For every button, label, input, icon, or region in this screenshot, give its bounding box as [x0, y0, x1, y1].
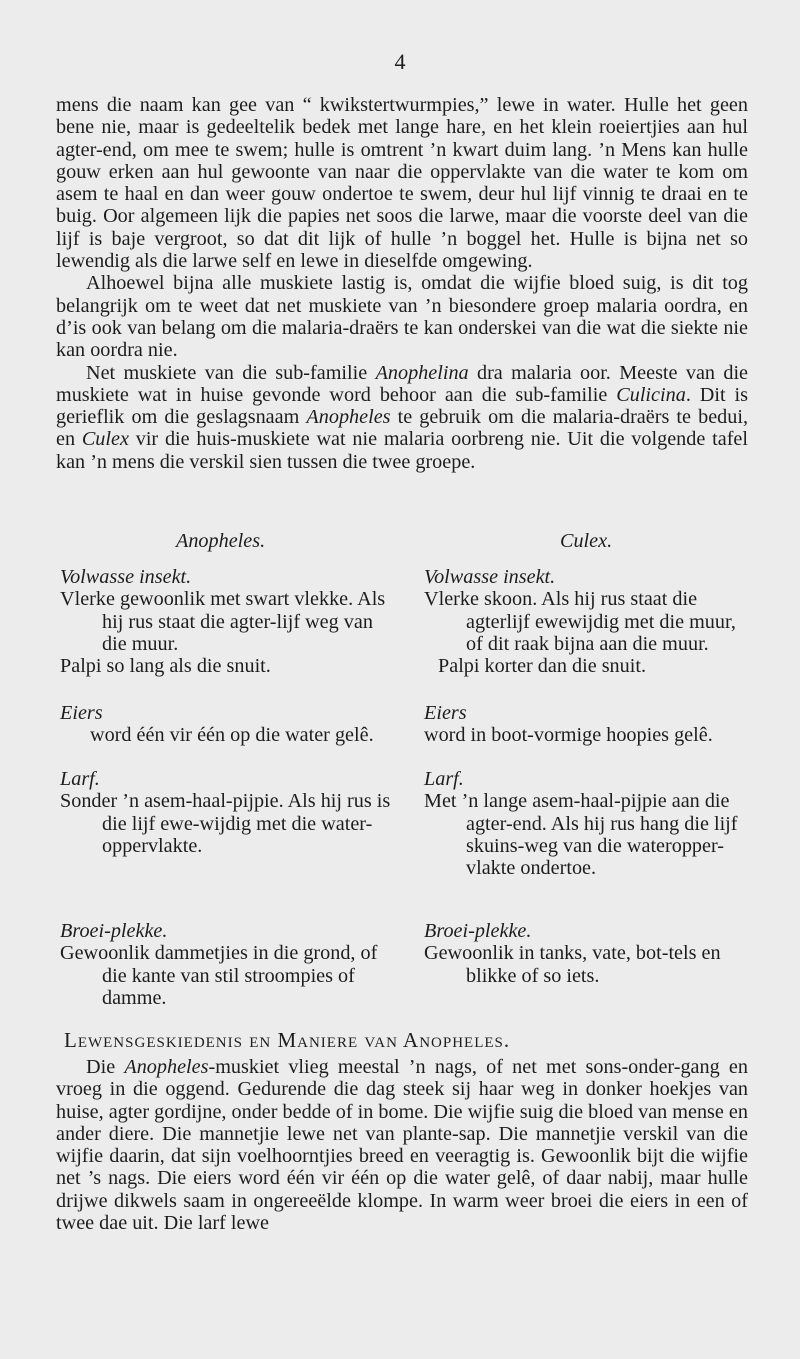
genus-text-1: Net muskiete van die sub-familie	[86, 361, 376, 384]
section-title: Larf.	[60, 768, 100, 790]
section-text: Vlerke gewoonlik met swart vlekke. Als hij rus staat die agter-lijf weg van die muur.	[60, 588, 386, 655]
life-history-text	[56, 1056, 748, 1234]
genus-culex: Culex	[81, 428, 129, 451]
genus-anopheles: Anopheles	[306, 406, 391, 429]
culex-eggs-section	[424, 702, 756, 747]
intro-paragraph-1: mens die naam kan gee van “ kwikstertwurmpies,” lewe in water. Hulle het geen bene nie, maar is gedeeltelik bedek met lange hare, en het klein roeiertjies aan hul agter-end, om mee te swem; hulle is omtrent ’n kwart duim lang. ’n Mens kan hulle gouw erken aan hul gewoonte van naar die oppervlakte van die water te kom om asem te haal en dan weer gouw ondertoe te swem, deur hul lijf vinnig te draai en te buig. Oor algemeen lijk die papies net soos die larwe, maar die voorste deel van die lijf is baje vergroot, so dat dit lijk of hulle ’n boggel het. Hulle is bijna net so lewendig als die larwe self en lewe in dieselfde omgewing.	[56, 94, 748, 273]
culex-column	[424, 566, 756, 1006]
section-text: Gewoonlik dammetjies in die grond, of die kante van stil stroompies of damme.	[60, 942, 378, 1009]
section-text: word in boot-vormige hoopies gelê.	[424, 724, 713, 747]
section-title: Volwasse insekt.	[60, 566, 192, 588]
genus-text-5: vir die huis-muskiete wat nie malaria oorbreng nie. Uit die volgende tafel kan ’n mens die verskil sien tussen die twee groepe.	[56, 428, 748, 473]
life-history-body: -muskiet vlieg meestal ’n nags, of net met sons-onder-gang en vroeg in die oggend. Gedurende die dag steek sij haar weg in donker hoekjes van huise, agter gordijne, onder bedde of in bome. Die wijfie suig die bloed van mense en ander diere. Die mannetjie lewe net van plante-sap. Die mannetjie verskil van die wijfie daarin, dat sijn voelhoorntjies breed en veeragtig is. Gewoonlik bijt die wijfie net ’s nags. Die eiers word één vir één op die water gelê, of daar nabij, maar hulle drijwe dikwels saam in ongereeëlde klompe. In warm weer broei die eiers in een of twee dae uit. Die larf lewe	[56, 1056, 748, 1235]
anopheles-column	[60, 566, 400, 1009]
page-number: 4	[394, 49, 406, 74]
genus-paragraph	[56, 362, 748, 473]
anopheles-larva-section	[60, 768, 400, 857]
genus-culicina: Culicina	[616, 383, 686, 406]
genus-text-2: dra malaria oor. Meeste van die muskiete wat in huise gevonde word behoor aan die sub-familie	[56, 361, 749, 406]
genus-text-4: te gebruik om die malaria-draërs te bedui, en	[56, 406, 748, 451]
section-text: Vlerke skoon. Als hij rus staat die agterlijf ewewijdig met die muur, of dit raak bijna aan die muur.	[424, 588, 736, 655]
anopheles-breeding-section	[60, 920, 400, 1009]
section-text: Gewoonlik in tanks, vate, bot-tels en blikke of so iets.	[424, 942, 721, 987]
section-title: Volwasse insekt.	[424, 566, 556, 588]
section-heading: Lewensgeskiedenis en Maniere van Anopheles.	[64, 1028, 511, 1052]
life-history-prefix: Die	[86, 1056, 125, 1078]
culex-breeding-section	[424, 920, 756, 987]
culex-adult-section	[424, 566, 756, 677]
section-title: Larf.	[424, 768, 464, 790]
section-title: Eiers	[60, 702, 103, 724]
section-text: Met ’n lange asem-haal-pijpie aan die agter-end. Als hij rus hang die lijf skuins-weg van die wateropper-vlakte ondertoe.	[424, 790, 738, 880]
culex-larva-section	[424, 768, 756, 879]
genus-text-3: . Dit is gerieflik om die geslagsnaam	[56, 383, 748, 429]
left-column-header: Anopheles.	[176, 530, 266, 552]
intro-paragraph-2: Alhoewel bijna alle muskiete lastig is, omdat die wijfie bloed suig, is dit tog belangrijk om te weet dat net muskiete van ’n biesondere groep malaria oordra, en d’is ook van belang om die malaria-draërs te kan onderskei van die wat die siekte nie kan oordra nie.	[56, 272, 748, 362]
section-text: word één vir één op die water gelê.	[90, 724, 374, 747]
section-title: Broei-plekke.	[424, 920, 532, 942]
right-column-header: Culex.	[560, 530, 613, 552]
life-history-anopheles: Anopheles	[124, 1056, 209, 1078]
life-history-paragraph	[56, 1056, 748, 1234]
section-text: Sonder ’n asem-haal-pijpie. Als hij rus is die lijf ewe-wijdig met die water-oppervlakte.	[60, 790, 391, 857]
section-text: Palpi korter dan die snuit.	[438, 655, 647, 678]
genus-anophelina: Anophelina	[375, 361, 469, 384]
anopheles-eggs-section	[60, 702, 400, 747]
section-title: Broei-plekke.	[60, 920, 168, 942]
anopheles-adult-section	[60, 566, 400, 677]
section-title: Eiers	[424, 702, 467, 724]
section-text: Palpi so lang als die snuit.	[60, 655, 271, 678]
intro-text	[56, 94, 748, 473]
